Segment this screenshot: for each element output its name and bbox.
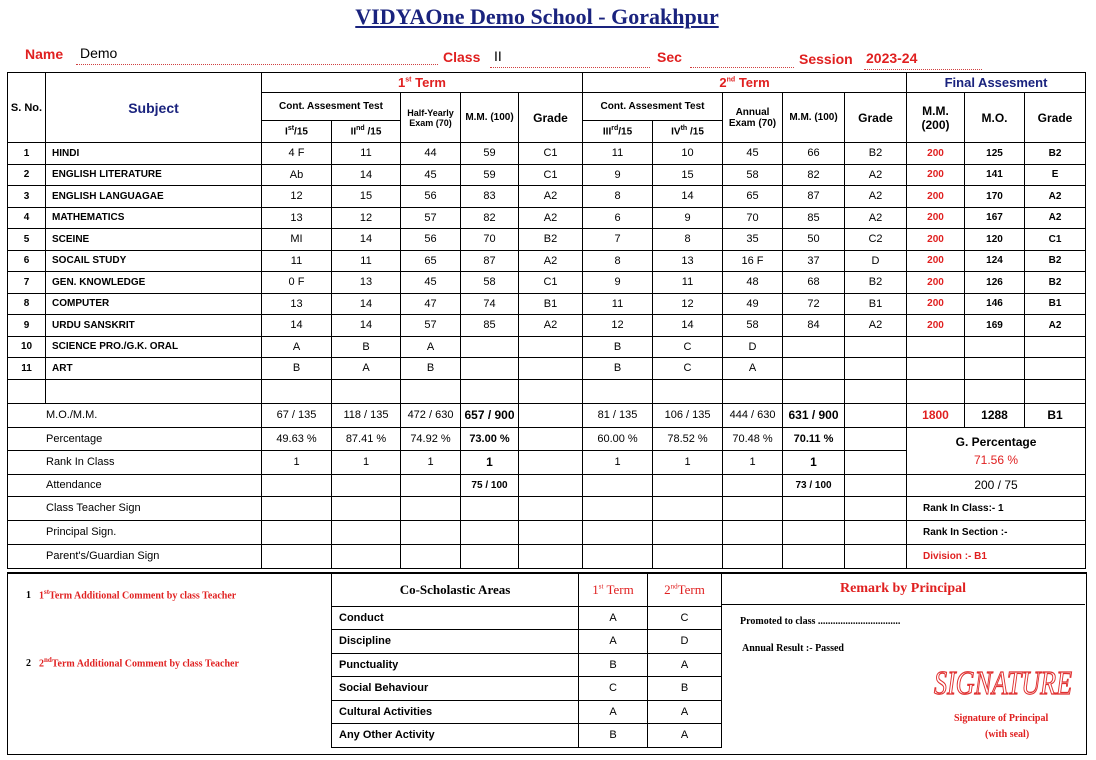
cell-fmo: 169 [965, 315, 1025, 337]
promoted-to-class: Promoted to class ................................. [740, 616, 901, 627]
co-t2-grade: C [648, 606, 722, 630]
cell-c1: A [262, 336, 332, 358]
cell-c4: 15 [653, 164, 723, 186]
cell-c2: 14 [332, 164, 401, 186]
cell-fmo [965, 358, 1025, 380]
co-t1-grade: B [579, 724, 648, 748]
cell-c3: B [583, 358, 653, 380]
t1-mm-header: M.M. (100) [461, 93, 519, 143]
subject-no: 7 [8, 272, 46, 294]
parent-sign-row: Parent's/Guardian Sign Division :- B1 [8, 544, 1086, 568]
cell-mm2: 50 [783, 229, 845, 251]
cell-c3: B [583, 336, 653, 358]
rank-row: Rank In Class 1 1 1 1 1 1 1 1 [8, 450, 1086, 474]
subject-no: 3 [8, 186, 46, 208]
cell-mm1: 70 [461, 229, 519, 251]
subject-row [8, 336, 1086, 358]
cell-fg: B2 [1025, 272, 1086, 294]
school-title: VIDYAOne Demo School - Gorakhpur [355, 4, 719, 29]
t1-grade-header: Grade [519, 93, 583, 143]
subject-name: ENGLISH LITERATURE [46, 164, 262, 186]
percentage-row: Percentage 49.63 % 87.41 % 74.92 % 73.00 % 60.00 % 78.52 % 70.48 % 70.11 % G. Percentage 71.56 % [8, 427, 1086, 450]
final-assesment-header: Final Assesment [907, 73, 1086, 93]
co-scholastic-row [332, 677, 722, 701]
cell-fg: E [1025, 164, 1086, 186]
cell-g2: B1 [845, 293, 907, 315]
subject-row [8, 207, 1086, 229]
final-grade-header: Grade [1025, 93, 1086, 143]
subject-name: SCEINE [46, 229, 262, 251]
cell-fmm [907, 358, 965, 380]
sno-header: S. No. [8, 73, 46, 143]
t1-test1-header: Ist/15 [262, 121, 332, 143]
cell-fg: A2 [1025, 207, 1086, 229]
cell-fmo: 125 [965, 143, 1025, 165]
cell-fg [1025, 336, 1086, 358]
cell-hy: 45 [401, 164, 461, 186]
subject-no: 10 [8, 336, 46, 358]
class-label: Class [443, 49, 481, 65]
cell-g2 [845, 336, 907, 358]
subject-row [8, 229, 1086, 251]
session-label: Session [799, 51, 853, 67]
marks-table [7, 72, 1086, 569]
cell-mm2: 72 [783, 293, 845, 315]
cell-mm2: 37 [783, 250, 845, 272]
cell-c1: 0 F [262, 272, 332, 294]
cell-an: 49 [723, 293, 783, 315]
cell-g1: A2 [519, 186, 583, 208]
subject-name: GEN. KNOWLEDGE [46, 272, 262, 294]
subject-no: 6 [8, 250, 46, 272]
subject-row [8, 186, 1086, 208]
cell-g1: C1 [519, 143, 583, 165]
co-t2-grade: A [648, 700, 722, 724]
t2-cont-test-header: Cont. Assesment Test [583, 93, 723, 121]
cell-c3: 11 [583, 143, 653, 165]
co-scholastic-row [332, 606, 722, 630]
cell-g2: B2 [845, 272, 907, 294]
cell-fg: C1 [1025, 229, 1086, 251]
cell-mm2: 68 [783, 272, 845, 294]
cell-fmm: 200 [907, 293, 965, 315]
subject-row [8, 293, 1086, 315]
cell-fmm [907, 336, 965, 358]
subject-name: SOCAIL STUDY [46, 250, 262, 272]
co-area: Social Behaviour [332, 677, 579, 701]
cell-c1: 13 [262, 207, 332, 229]
cell-mm1: 85 [461, 315, 519, 337]
t2-test3-header: IIIrd/15 [583, 121, 653, 143]
cell-an: 58 [723, 164, 783, 186]
cell-g2: A2 [845, 207, 907, 229]
cell-c4: 9 [653, 207, 723, 229]
cell-c3: 9 [583, 272, 653, 294]
cell-c3: 8 [583, 186, 653, 208]
cell-c3: 6 [583, 207, 653, 229]
cell-hy: 65 [401, 250, 461, 272]
cell-c4: C [653, 358, 723, 380]
cell-fmo: 120 [965, 229, 1025, 251]
cell-hy: 47 [401, 293, 461, 315]
subject-no: 4 [8, 207, 46, 229]
co-area: Punctuality [332, 653, 579, 677]
cell-mm1: 59 [461, 143, 519, 165]
co-scholastic-row [332, 700, 722, 724]
cell-c3: 7 [583, 229, 653, 251]
co-t2-grade: B [648, 677, 722, 701]
cell-g2 [845, 358, 907, 380]
cell-hy: B [401, 358, 461, 380]
cell-c4: 13 [653, 250, 723, 272]
cell-an: 16 F [723, 250, 783, 272]
cell-g1: A2 [519, 250, 583, 272]
cell-an: 48 [723, 272, 783, 294]
cell-fmo: 141 [965, 164, 1025, 186]
cell-fg [1025, 358, 1086, 380]
term1-comment: 1 1stTerm Additional Comment by class Teacher [26, 588, 237, 602]
co-scholastic-row [332, 630, 722, 654]
cell-c4: C [653, 336, 723, 358]
cell-fmm: 200 [907, 229, 965, 251]
cell-fg: B1 [1025, 293, 1086, 315]
co-area: Discipline [332, 630, 579, 654]
signature-caption: Signature of Principal [954, 713, 1049, 724]
co-scholastic-title: Co-Scholastic Areas [332, 573, 579, 606]
co-area: Any Other Activity [332, 724, 579, 748]
cell-an: 35 [723, 229, 783, 251]
cell-c4: 14 [653, 186, 723, 208]
division: Division :- B1 [907, 544, 1086, 568]
cell-fmm: 200 [907, 186, 965, 208]
subject-name: URDU SANSKRIT [46, 315, 262, 337]
cell-mm2: 84 [783, 315, 845, 337]
attendance-row: Attendance 75 / 100 73 / 100 200 / 75 [8, 474, 1086, 496]
principal-signature [928, 656, 1078, 708]
signature-lettering: SIGNATURE [934, 665, 1073, 702]
co-t2-grade: D [648, 630, 722, 654]
cell-c2: B [332, 336, 401, 358]
cell-hy: 57 [401, 207, 461, 229]
cell-c1: 13 [262, 293, 332, 315]
cell-c2: 14 [332, 229, 401, 251]
cell-fmo: 167 [965, 207, 1025, 229]
term2-comment: 2 2ndTerm Additional Comment by class Teacher [26, 656, 239, 670]
subject-name: SCIENCE PRO./G.K. ORAL [46, 336, 262, 358]
cell-c3: 9 [583, 164, 653, 186]
co-scholastic-row [332, 724, 722, 748]
final-mo-header: M.O. [965, 93, 1025, 143]
cell-mm1: 58 [461, 272, 519, 294]
cell-fmm: 200 [907, 250, 965, 272]
g-percentage-value: 71.56 % [974, 452, 1019, 467]
cell-fmo: 126 [965, 272, 1025, 294]
half-yearly-header: Half-Yearly Exam (70) [401, 93, 461, 143]
t1-test2-header: IInd /15 [332, 121, 401, 143]
name-value: Demo [80, 45, 118, 61]
cell-g2: B2 [845, 143, 907, 165]
cell-an: 45 [723, 143, 783, 165]
final-attendance: 200 / 75 [907, 474, 1086, 496]
subject-no: 11 [8, 358, 46, 380]
cell-an: 70 [723, 207, 783, 229]
cell-hy: 56 [401, 229, 461, 251]
cell-fg: A2 [1025, 315, 1086, 337]
cell-mm1: 74 [461, 293, 519, 315]
cell-hy: 57 [401, 315, 461, 337]
sec-label: Sec [657, 49, 682, 65]
cell-c4: 11 [653, 272, 723, 294]
cell-c2: 14 [332, 293, 401, 315]
subject-row [8, 358, 1086, 380]
cell-mm2: 87 [783, 186, 845, 208]
cell-g1: A2 [519, 207, 583, 229]
cell-fmm: 200 [907, 164, 965, 186]
cell-g1: B1 [519, 293, 583, 315]
subject-name: ENGLISH LANGUAGAE [46, 186, 262, 208]
name-label: Name [25, 46, 64, 62]
cell-g2: D [845, 250, 907, 272]
cell-hy: 56 [401, 186, 461, 208]
cell-c1: 12 [262, 186, 332, 208]
cell-mm1: 59 [461, 164, 519, 186]
subject-name: ART [46, 358, 262, 380]
cell-g2: C2 [845, 229, 907, 251]
cell-fg: B2 [1025, 143, 1086, 165]
cell-c2: 12 [332, 207, 401, 229]
cell-mm2: 82 [783, 164, 845, 186]
cell-c2: 15 [332, 186, 401, 208]
cell-c4: 10 [653, 143, 723, 165]
cell-hy: 45 [401, 272, 461, 294]
cell-fmm: 200 [907, 315, 965, 337]
session-dots [864, 69, 982, 70]
cell-c3: 12 [583, 315, 653, 337]
session-value: 2023-24 [866, 50, 918, 66]
cell-mm1 [461, 336, 519, 358]
principal-sign-row: Principal Sign. Rank In Section :- [8, 520, 1086, 544]
cell-c3: 11 [583, 293, 653, 315]
rank-in-section: Rank In Section :- [907, 520, 1086, 544]
cell-g1: C1 [519, 272, 583, 294]
subject-name: HINDI [46, 143, 262, 165]
subject-name: COMPUTER [46, 293, 262, 315]
cell-mm1 [461, 358, 519, 380]
sec-dots [690, 67, 794, 68]
cell-mm1: 87 [461, 250, 519, 272]
subject-name: MATHEMATICS [46, 207, 262, 229]
t2-mm-header: M.M. (100) [783, 93, 845, 143]
t1-cont-test-header: Cont. Assesment Test [262, 93, 401, 121]
subject-no: 1 [8, 143, 46, 165]
cell-c1: Ab [262, 164, 332, 186]
remark-by-principal-title: Remark by Principal [721, 574, 1085, 605]
term2-header: 2nd Term [583, 73, 907, 93]
name-dots [76, 64, 438, 65]
cell-fmm: 200 [907, 272, 965, 294]
cell-c2: 14 [332, 315, 401, 337]
cell-g1: C1 [519, 164, 583, 186]
cell-g1 [519, 336, 583, 358]
cell-fmm: 200 [907, 207, 965, 229]
cell-c2: A [332, 358, 401, 380]
cell-c1: 11 [262, 250, 332, 272]
cell-mm2: 85 [783, 207, 845, 229]
subject-row [8, 315, 1086, 337]
co-term2-header: 2ndTerm [648, 573, 722, 606]
cell-g2: A2 [845, 164, 907, 186]
cell-mm2 [783, 358, 845, 380]
co-t1-grade: B [579, 653, 648, 677]
co-t2-grade: A [648, 653, 722, 677]
co-t1-grade: A [579, 700, 648, 724]
mo-mm-row: M.O./M.M. 67 / 135 118 / 135 472 / 630 657 / 900 81 / 135 106 / 135 444 / 630 631 / 900 1800 1288 B1 [8, 403, 1086, 427]
co-scholastic-table [331, 572, 722, 748]
co-term1-header: 1st Term [579, 573, 648, 606]
rank-in-class: Rank In Class:- 1 [907, 496, 1086, 520]
cell-fg: B2 [1025, 250, 1086, 272]
cell-g1: B2 [519, 229, 583, 251]
signature-seal-note: (with seal) [985, 729, 1030, 740]
cell-g2: A2 [845, 315, 907, 337]
co-t1-grade: A [579, 630, 648, 654]
subject-no: 2 [8, 164, 46, 186]
cell-an: 65 [723, 186, 783, 208]
subject-no: 8 [8, 293, 46, 315]
subject-row [8, 164, 1086, 186]
g-percentage-cell [907, 427, 1086, 474]
cell-g1 [519, 358, 583, 380]
class-dots [490, 67, 650, 68]
term1-header: 1st Term [262, 73, 583, 93]
cell-c1: 4 F [262, 143, 332, 165]
cell-an: A [723, 358, 783, 380]
cell-fmm: 200 [907, 143, 965, 165]
cell-mm1: 82 [461, 207, 519, 229]
t2-test4-header: IVth /15 [653, 121, 723, 143]
co-scholastic-row [332, 653, 722, 677]
cell-an: 58 [723, 315, 783, 337]
final-mm-header: M.M. (200) [907, 93, 965, 143]
class-value: II [494, 48, 502, 64]
cell-fg: A2 [1025, 186, 1086, 208]
subject-no: 9 [8, 315, 46, 337]
cell-c2: 11 [332, 250, 401, 272]
subject-row [8, 250, 1086, 272]
cell-c4: 12 [653, 293, 723, 315]
annual-result: Annual Result :- Passed [742, 643, 844, 654]
t2-grade-header: Grade [845, 93, 907, 143]
co-t1-grade: C [579, 677, 648, 701]
cell-fmo: 146 [965, 293, 1025, 315]
cell-fmo: 124 [965, 250, 1025, 272]
class-teacher-sign-row: Class Teacher Sign Rank In Class:- 1 [8, 496, 1086, 520]
co-area: Cultural Activities [332, 700, 579, 724]
cell-mm2 [783, 336, 845, 358]
cell-g2: A2 [845, 186, 907, 208]
cell-mm2: 66 [783, 143, 845, 165]
cell-fmo [965, 336, 1025, 358]
g-percentage-label: G. Percentage [955, 434, 1037, 449]
cell-c2: 11 [332, 143, 401, 165]
co-area: Conduct [332, 606, 579, 630]
cell-c3: 8 [583, 250, 653, 272]
cell-c4: 8 [653, 229, 723, 251]
cell-c2: 13 [332, 272, 401, 294]
cell-c1: MI [262, 229, 332, 251]
cell-hy: 44 [401, 143, 461, 165]
subject-no: 5 [8, 229, 46, 251]
subject-header: Subject [46, 73, 262, 143]
cell-c1: B [262, 358, 332, 380]
cell-g1: A2 [519, 315, 583, 337]
annual-exam-header: Annual Exam (70) [723, 93, 783, 143]
co-t1-grade: A [579, 606, 648, 630]
subject-row [8, 272, 1086, 294]
cell-mm1: 83 [461, 186, 519, 208]
cell-c4: 14 [653, 315, 723, 337]
cell-hy: A [401, 336, 461, 358]
cell-an: D [723, 336, 783, 358]
subject-row [8, 143, 1086, 165]
cell-c1: 14 [262, 315, 332, 337]
co-t2-grade: A [648, 724, 722, 748]
cell-fmo: 170 [965, 186, 1025, 208]
